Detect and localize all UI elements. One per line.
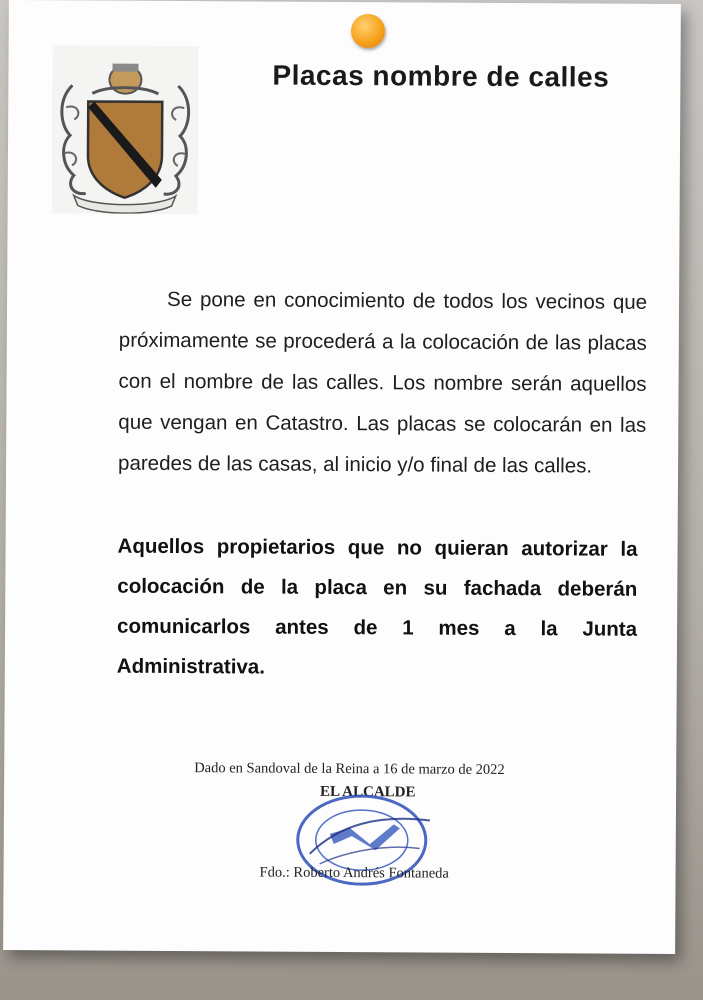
push-pin-icon bbox=[351, 14, 385, 48]
crest-icon bbox=[52, 45, 199, 214]
notice-paper bbox=[3, 0, 681, 954]
mayor-title: EL ALCALDE bbox=[320, 783, 416, 801]
coat-of-arms bbox=[52, 45, 199, 214]
date-line: Dado en Sandoval de la Reina a 16 de marzo de 2022 bbox=[194, 760, 505, 778]
page-title: Placas nombre de calles bbox=[272, 59, 610, 93]
notice-bold-paragraph: Aquellos propietarios que no quieran autorizar la colocación de la placa en su fachada deberán comunicarlos antes de 1 mes a la Junta Administrativa. bbox=[116, 534, 638, 679]
signature-line: Fdo.: Roberto Andrés Fontaneda bbox=[259, 864, 449, 882]
notice-paragraph: Se pone en conocimiento de todos los vecinos que próximamente se procederá a la colocación de las placas con el nombre de las calles. Los nombre serán aquellos que vengan en Catastro. Las placas se colocarán en las paredes de las casas, al inicio y/o final de las calles. bbox=[118, 287, 648, 478]
